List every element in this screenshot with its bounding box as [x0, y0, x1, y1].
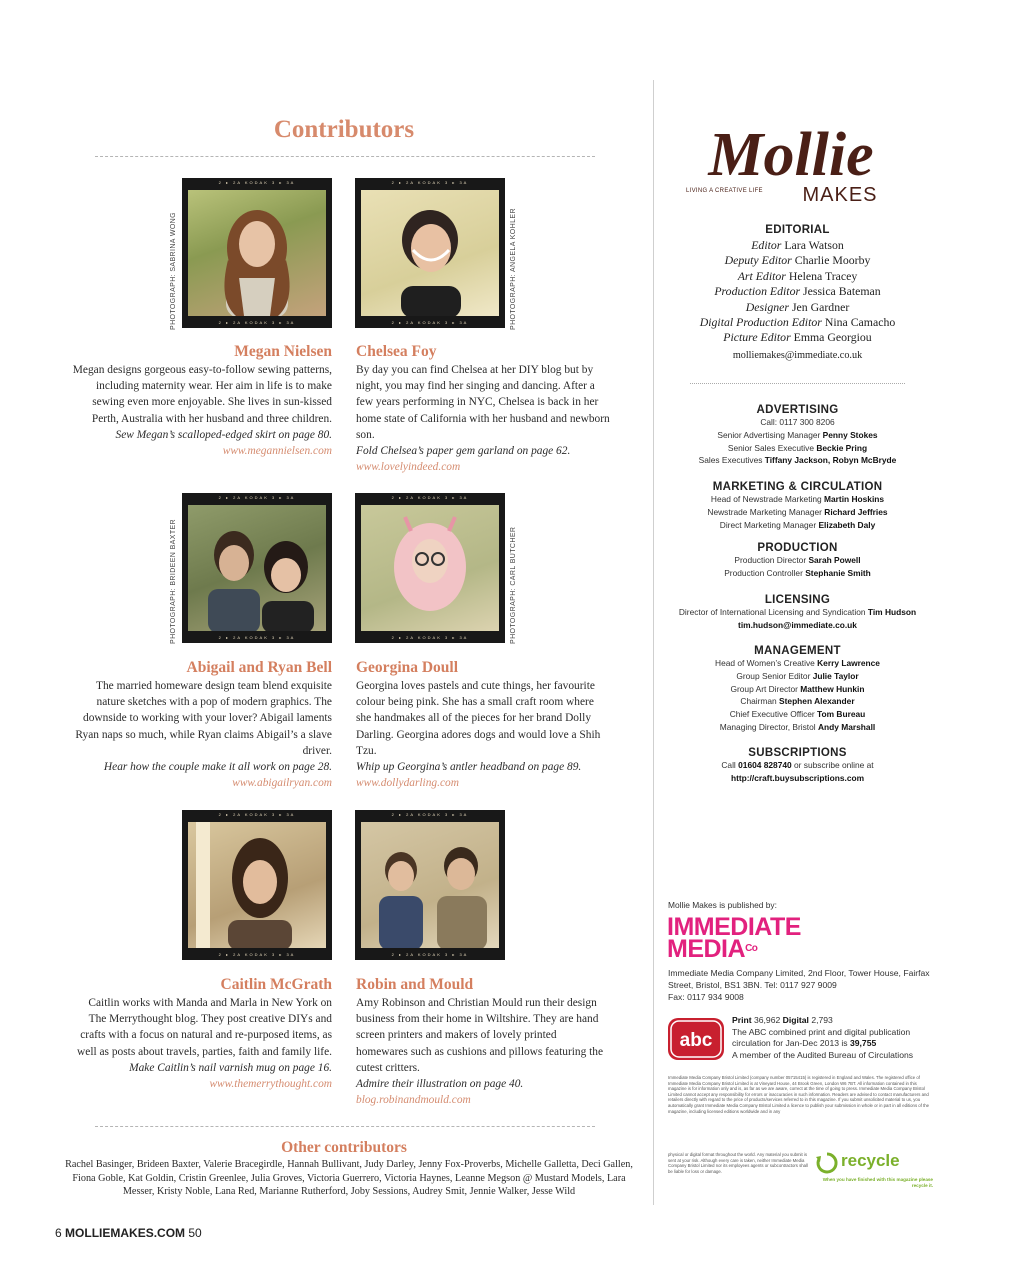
recycle-icon [815, 1151, 839, 1175]
contributor-photo-georgina [355, 493, 505, 643]
contributor-link[interactable]: www.lovelyindeed.com [356, 461, 461, 474]
film-strip-label: 2 ▸ 2A KODAK 3 ▸ 3A [218, 635, 296, 640]
licensing-section [660, 594, 935, 632]
column-rule [653, 80, 654, 1205]
editorial-name: Emma Georgiou [793, 330, 872, 345]
section-heading: MARKETING & CIRCULATION [712, 481, 883, 493]
advertising-section [660, 404, 935, 467]
staff-role: Chairman [740, 696, 777, 707]
portrait-illustration [188, 505, 326, 631]
editorial-name: Jen Gardner [791, 299, 850, 314]
bio-note: Fold Chelsea’s paper gem garland on page 62. [356, 445, 571, 458]
photo-credit: PHOTOGRAPH: BRIDEEN BAXTER [170, 518, 177, 644]
other-contributors-list: Rachel Basinger, Brideen Baxter, Valerie Bracegirdle, Hannah Bullivant, Judy Darley, Jenny Fox-Proverbs, Michelle Galletta, Deci Gallen, Fiona Goble, Kat Goldin, Cristin Greenlee, Julia Groves, Victoria Guerrero, Victoria Haynes, Leanne Megson @ Mustard Models, Lara Messer, Kristy Noble, Lana Red, Marianne Rutherford, Joby Sessions, Audrey Smit, Jennie Walker, Jesse Wild [65, 1159, 633, 1198]
contributor-name: Robin and Mould [356, 976, 474, 993]
contributor-name: Chelsea Foy [356, 343, 437, 360]
staff-name: Elizabeth Daly [818, 519, 876, 530]
staff-role: Newstrade Marketing Manager [707, 506, 822, 517]
photo-credit: PHOTOGRAPH: ANGELA KOHLER [510, 208, 517, 330]
staff-name: Stephen Alexander [779, 696, 855, 707]
contributor-link[interactable]: blog.robinandmould.com [356, 1094, 471, 1107]
section-heading: PRODUCTION [757, 542, 838, 554]
staff-name: Sarah Powell [808, 555, 861, 565]
bio-note: Whip up Georgina’s antler headband on page 89. [356, 761, 582, 774]
film-strip-label: 2 ▸ 2A KODAK 3 ▸ 3A [391, 952, 469, 957]
bio-text: The married homeware design team blend exquisite nature sketches with a pop of modern graphics. The downside to working with your lover? Abigail laments Ryan naps so much, while Ryan claims Abigail’s a slave driver. [75, 680, 332, 757]
mollie-makes-logo [676, 115, 906, 205]
contributor-bio-robin-mould [356, 975, 611, 1108]
bio-text: Amy Robinson and Christian Mould run their design business from their home in Wiltshire. They are hand screen printers and makers of lovely printed homewares such as cushions and pillows featuring the cutest critters. [356, 997, 604, 1074]
contributor-bio-abigail-ryan [70, 658, 332, 791]
portrait-illustration [361, 505, 499, 631]
staff-role: Group Art Director [730, 683, 798, 694]
abc-digital-label: Digital [782, 1015, 809, 1025]
film-strip-label: 2 ▸ 2A KODAK 3 ▸ 3A [218, 952, 296, 957]
subscriptions-text: Call [721, 760, 736, 770]
staff-role: Chief Executive Officer [729, 709, 815, 720]
subscriptions-section [660, 747, 935, 785]
immediate-media-logo [667, 913, 801, 963]
contributor-name: Georgina Doull [356, 659, 459, 676]
bio-note: Make Caitlin’s nail varnish mug on page 16. [129, 1061, 332, 1074]
contributor-bio-megan [70, 342, 332, 459]
photo-credit: PHOTOGRAPH: CARL BUTCHER [510, 526, 517, 644]
photo-credit: PHOTOGRAPH: SABRINA WONG [170, 212, 177, 330]
bio-text: Caitlin works with Manda and Marla in New York on The Merrythought blog. They post creative DIYs and crafts with a focus on natural and re-purposed items, as well as posts about travels, parties, faith and family life. [77, 997, 332, 1058]
section-heading: SUBSCRIPTIONS [748, 747, 847, 759]
masthead-divider [690, 383, 905, 384]
staff-name: Matthew Hunkin [800, 683, 865, 694]
bio-text: Megan designs gorgeous easy-to-follow sewing patterns, including maternity wear. Her aim in life is to make sewing even more enjoyable. She lives in sun-kissed Perth, Australia with her husband and three children. [72, 364, 332, 425]
editorial-role: Production Editor [714, 284, 801, 299]
production-section [660, 542, 935, 580]
contributor-name: Caitlin McGrath [220, 976, 332, 993]
staff-role: Direct Marketing Manager [719, 519, 817, 530]
editorial-name: Helena Tracey [788, 268, 858, 283]
publisher-label: Mollie Makes is published by: [668, 900, 777, 910]
staff-role: Call: 0117 300 8206 [760, 417, 835, 427]
site-name: MOLLIEMAKES.COM [65, 1226, 186, 1240]
address-text: Immediate Media Company Limited, 2nd Floor, Tower House, Fairfax Street, Bristol, BS1 3BN. Tel: 0117 927 9009 [668, 968, 930, 990]
staff-name: Tim Hudson [867, 607, 917, 617]
bio-note: Admire their illustration on page 40. [356, 1078, 524, 1091]
subscriptions-phone: 01604 828740 [738, 760, 792, 770]
contributor-bio-caitlin [70, 975, 332, 1092]
legal-text-continued: physical or digital format throughout the world. Any material you submit is sent at your risk. Although every care is taken, neither Immediate Media Company Bristol Limited nor its employees agents or subcontractors shall be liable for loss or damage. [668, 1152, 808, 1174]
contributor-link[interactable]: www.themerrythought.com [209, 1078, 332, 1091]
portrait-illustration [361, 822, 499, 948]
bio-text: Georgina loves pastels and cute things, her favourite colour being pink. She has a small craft room where she handmakes all of the pieces for her brand Dolly Darling. Georgina adores dogs and would love a Shih Tzu. [356, 680, 601, 757]
subscriptions-text: or subscribe online at [794, 760, 874, 770]
title-divider [95, 156, 595, 157]
other-contributors-title: Other contributors [281, 1139, 407, 1156]
staff-name: Stephanie Smith [805, 567, 871, 578]
recycle-badge [815, 1147, 935, 1191]
staff-role: Sales Executives [698, 455, 763, 466]
bio-text: By day you can find Chelsea at her DIY blog but by night, you may find her singing and dancing. After a few years performing in NYC, Chelsea is back in her home state of California with her husband and newborn son. [356, 364, 610, 441]
staff-name: Tom Bureau [817, 709, 866, 720]
editorial-section [660, 224, 935, 363]
management-section [660, 645, 935, 734]
film-strip-label: 2 ▸ 2A KODAK 3 ▸ 3A [391, 320, 469, 325]
staff-role: Senior Sales Executive [727, 442, 815, 453]
contributor-name: Megan Nielsen [234, 343, 332, 360]
abc-statement: The ABC combined print and digital publication circulation for Jan-Dec 2013 is [732, 1026, 911, 1049]
film-strip-label: 2 ▸ 2A KODAK 3 ▸ 3A [218, 180, 296, 185]
staff-name: Richard Jeffries [824, 506, 888, 517]
staff-name: Penny Stokes [822, 429, 878, 440]
contributor-photo-abigail-ryan [182, 493, 332, 643]
section-heading: MANAGEMENT [754, 645, 841, 657]
staff-role: Senior Advertising Manager [717, 429, 821, 440]
contributor-link[interactable]: www.dollydarling.com [356, 777, 459, 790]
staff-name: Martin Hoskins [824, 494, 885, 504]
publisher-logo-line: IMMEDIATE [667, 913, 801, 941]
film-strip-label: 2 ▸ 2A KODAK 3 ▸ 3A [218, 495, 296, 500]
contributor-photo-megan [182, 178, 332, 328]
staff-name: Beckie Pring [816, 442, 868, 453]
abc-total: 39,755 [849, 1038, 877, 1049]
film-strip-label: 2 ▸ 2A KODAK 3 ▸ 3A [391, 635, 469, 640]
legal-text: Immediate Media Company Bristol Limited (company number 05715415) is registered in England and Wales. The registered office of Immediate Media Company Bristol Limited is at Vineyard House, 44 Brook Green, London W6 7BT. All information contained in this magazine is for information only and is, as far as we are aware, correct at the time of going to press. Immediate Media Company Bristol Limited cannot accept any responsibility for errors or inaccuracies in such information. Readers are advised to contact manufacturers and retailers directly with regard to the price of products/services referred to in this magazine. If you submit unsolicited material to us, you automatically grant Immediate Media Company Bristol Limited a licence to publish your submission in whole or in part in all editions of the magazine, including licensed editions worldwide and in any [668, 1075, 930, 1114]
bio-note: Sew Megan’s scalloped-edged skirt on page 80. [115, 428, 332, 441]
fax-text: Fax: 0117 934 9008 [668, 992, 744, 1002]
logo-tagline: LIVING A CREATIVE LIFE [686, 188, 763, 194]
page-title: Contributors [273, 116, 415, 143]
issue-number: 50 [188, 1226, 202, 1240]
logo-makes: MAKES [802, 184, 878, 205]
publisher-logo-line: MEDIA [667, 935, 746, 963]
editorial-name: Charlie Moorby [794, 253, 871, 268]
abc-print-value: 36,962 [753, 1015, 781, 1025]
abc-logo [668, 1018, 724, 1060]
abc-logo-text: abc [679, 1030, 713, 1051]
portrait-illustration [188, 822, 326, 948]
abc-membership: A member of the Audited Bureau of Circulations [732, 1049, 914, 1060]
editorial-role: Digital Production Editor [699, 315, 822, 330]
section-heading: EDITORIAL [765, 224, 830, 236]
staff-role: Production Director [734, 555, 807, 565]
editorial-name: Jessica Bateman [803, 284, 881, 299]
abc-print-label: Print [732, 1015, 752, 1025]
staff-name: Julie Taylor [812, 670, 859, 681]
publisher-logo-sup: Co [745, 943, 758, 954]
film-strip-label: 2 ▸ 2A KODAK 3 ▸ 3A [218, 812, 296, 817]
contributor-bio-georgina [356, 658, 611, 791]
staff-name: Kerry Lawrence [817, 658, 880, 668]
bio-note: Hear how the couple make it all work on page 28. [103, 761, 332, 774]
page-number: 6 [55, 1226, 62, 1240]
staff-name: Tiffany Jackson, Robyn McBryde [764, 455, 897, 466]
film-strip-label: 2 ▸ 2A KODAK 3 ▸ 3A [391, 180, 469, 185]
portrait-illustration [188, 190, 326, 316]
film-strip-label: 2 ▸ 2A KODAK 3 ▸ 3A [391, 495, 469, 500]
staff-role: Head of Women’s Creative [715, 658, 815, 668]
editorial-name: Nina Camacho [824, 315, 896, 330]
licensing-email[interactable]: tim.hudson@immediate.co.uk [738, 619, 857, 630]
logo-script: Mollie [708, 121, 874, 189]
film-strip-label: 2 ▸ 2A KODAK 3 ▸ 3A [391, 812, 469, 817]
subscriptions-url[interactable]: http://craft.buysubscriptions.com [730, 772, 865, 783]
editorial-role: Editor [751, 238, 782, 252]
contributor-photo-caitlin [182, 810, 332, 960]
staff-role: Production Controller [724, 567, 803, 578]
staff-role: Director of International Licensing and Syndication [678, 607, 866, 617]
contributor-link[interactable]: www.abigailryan.com [232, 777, 332, 790]
contributor-name: Abigail and Ryan Bell [186, 659, 332, 676]
section-heading: ADVERTISING [756, 404, 839, 416]
section-divider [95, 1126, 595, 1127]
contributor-photo-robin-mould [355, 810, 505, 960]
abc-digital-value: 2,793 [811, 1015, 833, 1025]
editorial-role: Deputy Editor [724, 253, 792, 268]
contributor-photo-chelsea [355, 178, 505, 328]
contributor-bio-chelsea [356, 342, 611, 475]
portrait-illustration [361, 190, 499, 316]
staff-name: Andy Marshall [817, 721, 876, 732]
marketing-section [660, 481, 935, 531]
contributor-link[interactable]: www.megannielsen.com [222, 445, 332, 458]
editorial-role: Art Editor [737, 268, 786, 283]
editorial-name: Lara Watson [784, 238, 844, 252]
film-strip-label: 2 ▸ 2A KODAK 3 ▸ 3A [218, 320, 296, 325]
folio [55, 1226, 202, 1240]
staff-role: Group Senior Editor [736, 670, 811, 681]
editorial-role: Picture Editor [723, 330, 791, 345]
staff-role: Managing Director, Bristol [719, 721, 816, 732]
editorial-role: Designer [745, 299, 789, 314]
recycle-word: recycle [841, 1151, 900, 1170]
recycle-tagline: When you have finished with this magazine please recycle it. [822, 1177, 933, 1188]
abc-circulation [732, 1015, 942, 1061]
editorial-email[interactable]: molliemakes@immediate.co.uk [732, 349, 863, 361]
publisher-address [668, 967, 938, 1003]
section-heading: LICENSING [764, 594, 831, 606]
staff-role: Head of Newstrade Marketing [710, 494, 822, 504]
